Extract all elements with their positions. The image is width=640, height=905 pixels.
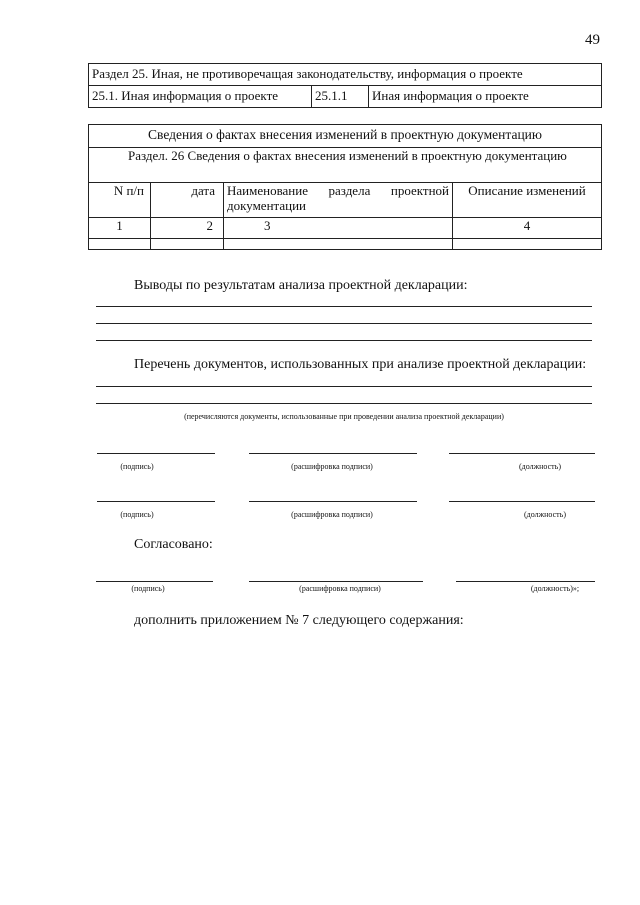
- decoding-caption: (расшифровка подписи): [291, 462, 373, 471]
- section-25-table: [88, 63, 602, 108]
- col-number-4: 4: [453, 218, 602, 239]
- section-25-row-label: 25.1. Иная информация о проекте: [89, 86, 312, 108]
- empty-cell: [453, 239, 602, 250]
- decoding-line: [249, 501, 417, 502]
- decoding-line: [249, 581, 423, 582]
- empty-cell: [89, 239, 151, 250]
- section-25-row-code: 25.1.1: [312, 86, 369, 108]
- section-25-row-value: Иная информация о проекте: [369, 86, 602, 108]
- section-26-title: Раздел. 26 Сведения о фактах внесения изменений в проектную документацию: [89, 148, 602, 183]
- conclusions-line-1: [96, 306, 592, 307]
- supplement-text: дополнить приложением № 7 следующего содержания:: [134, 613, 464, 628]
- conclusions-line-2: [96, 323, 592, 324]
- documents-note: (перечисляются документы, использованные при проведении анализа проектной декларации): [184, 412, 504, 421]
- col-header-description: Описание изменений: [453, 183, 602, 218]
- empty-cell: [224, 239, 453, 250]
- documents-heading: Перечень документов, использованных при анализе проектной декларации:: [134, 357, 587, 372]
- col-header-number: N п/п: [89, 183, 151, 218]
- signature-caption: (подпись): [131, 584, 165, 593]
- section-25-title: Раздел 25. Иная, не противоречащая законодательству, информация о проекте: [89, 64, 602, 86]
- documents-line-2: [96, 403, 592, 404]
- position-line: [449, 453, 595, 454]
- documents-line-1: [96, 386, 592, 387]
- col-header-date: дата: [151, 183, 224, 218]
- col-header-section-name: Наименование раздела проектной документации: [224, 183, 453, 218]
- position-caption: (должность): [519, 462, 561, 471]
- conclusions-heading: Выводы по результатам анализа проектной декларации:: [134, 278, 468, 293]
- page-number: 49: [585, 32, 600, 48]
- col-number-3: 3: [224, 218, 453, 239]
- decoding-line: [249, 453, 417, 454]
- signature-line: [97, 501, 215, 502]
- col-number-1: 1: [89, 218, 151, 239]
- section-26-table: [88, 124, 602, 250]
- position-caption: (должность): [524, 510, 566, 519]
- signature-caption: (подпись): [120, 462, 154, 471]
- conclusions-line-3: [96, 340, 592, 341]
- signature-line: [97, 453, 215, 454]
- position-line: [449, 501, 595, 502]
- decoding-caption: (расшифровка подписи): [299, 584, 381, 593]
- position-line: [456, 581, 595, 582]
- agreed-label: Согласовано:: [134, 537, 213, 552]
- col-number-2: 2: [151, 218, 224, 239]
- empty-cell: [151, 239, 224, 250]
- decoding-caption: (расшифровка подписи): [291, 510, 373, 519]
- section-26-header: Сведения о фактах внесения изменений в проектную документацию: [89, 125, 602, 148]
- signature-line: [96, 581, 213, 582]
- signature-caption: (подпись): [120, 510, 154, 519]
- position-caption-final: (должность)»;: [530, 584, 580, 593]
